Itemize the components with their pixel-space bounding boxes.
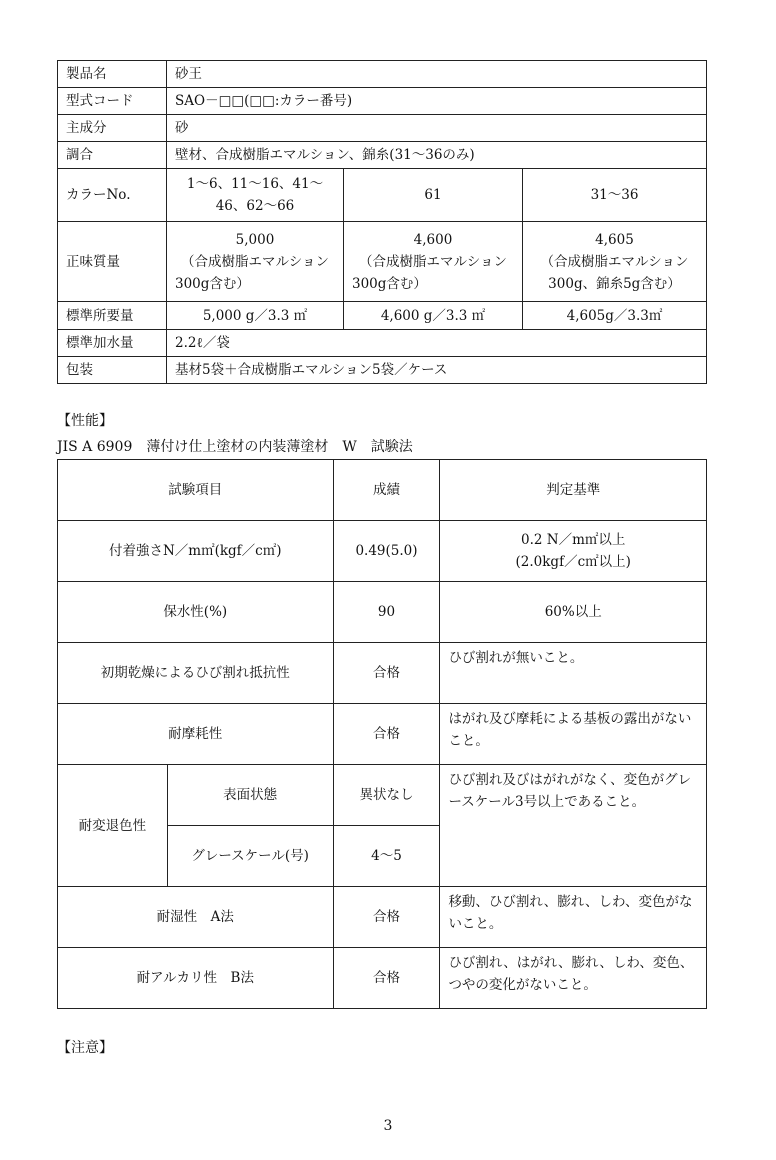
- net-weight-3-note2: 300g、錦糸5g含む）: [548, 275, 681, 292]
- product-name-label: 製品名: [58, 61, 167, 88]
- net-weight-2-value: 4,600: [413, 231, 453, 248]
- net-weight-1-value: 5,000: [235, 231, 275, 248]
- packaging: 基材5袋＋合成樹脂エマルション5袋／ケース: [167, 357, 707, 384]
- water: 2.2ℓ／袋: [167, 330, 707, 357]
- color-label: カラーNo.: [58, 169, 167, 222]
- net-weight-1-note: （合成樹脂エマルション: [181, 253, 329, 270]
- blend: 壁材、合成樹脂エマルション、錦糸(31～36のみ): [167, 142, 707, 169]
- coverage-3: 4,605g／3.3㎡: [523, 302, 707, 330]
- main-component: 砂: [167, 115, 707, 142]
- net-weight-3-value: 4,605: [595, 231, 634, 248]
- color-2: 61: [344, 169, 523, 222]
- coverage-1: 5,000 g／3.3 ㎡: [167, 302, 344, 330]
- model-code-label: 型式コード: [58, 88, 167, 115]
- adhesion-criteria: [440, 521, 707, 582]
- packaging-label: 包装: [58, 357, 167, 384]
- net-weight-label: 正味質量: [58, 222, 167, 302]
- blend-label: 調合: [58, 142, 167, 169]
- performance-heading: 【性能】: [57, 413, 113, 429]
- net-weight-3-note: （合成樹脂エマルション: [540, 253, 689, 270]
- humidity-criteria: 移動、ひび割れ、膨れ、しわ、変色がないこと。: [440, 887, 707, 948]
- adhesion-result: 0.49(5.0): [333, 521, 440, 582]
- abrasion-item: 耐摩耗性: [58, 704, 334, 765]
- abrasion-result: 合格: [333, 704, 440, 765]
- fade-sub2-result: 4～5: [333, 826, 440, 887]
- model-code: SAO－□□(□□:カラー番号): [167, 88, 707, 115]
- product-name: 砂王: [167, 61, 707, 88]
- notes-heading: 【注意】: [57, 1040, 113, 1056]
- alkali-result: 合格: [333, 948, 440, 1009]
- net-weight-2-note: （合成樹脂エマルション: [359, 253, 507, 270]
- header-item: 試験項目: [58, 460, 334, 521]
- page-number: 3: [383, 1118, 393, 1134]
- main-component-label: 主成分: [58, 115, 167, 142]
- crack-criteria: ひび割れが無いこと。: [440, 643, 707, 704]
- adhesion-criteria-1: 0.2 N／m㎡以上: [521, 532, 626, 548]
- water-retention-result: 90: [333, 582, 440, 643]
- adhesion-criteria-2: (2.0kgf／c㎡以上): [515, 554, 631, 570]
- crack-item: 初期乾燥によるひび割れ抵抗性: [58, 643, 334, 704]
- color-3: 31～36: [523, 169, 707, 222]
- adhesion-item: 付着強さN／m㎡(kgf／c㎡): [58, 521, 334, 582]
- abrasion-criteria: はがれ及び摩耗による基板の露出がないこと。: [440, 704, 707, 765]
- humidity-result: 合格: [333, 887, 440, 948]
- fade-sub1-result: 異状なし: [333, 765, 440, 826]
- water-retention-item: 保水性(%): [58, 582, 334, 643]
- crack-result: 合格: [333, 643, 440, 704]
- water-retention-criteria: 60%以上: [440, 582, 707, 643]
- alkali-criteria: ひび割れ、はがれ、膨れ、しわ、変色、つやの変化がないこと。: [440, 948, 707, 1009]
- fade-sub2: グレースケール(号): [167, 826, 333, 887]
- performance-table: [57, 459, 707, 1009]
- performance-standard: JIS A 6909 薄付け仕上塗材の内装薄塗材 W 試験法: [57, 439, 413, 455]
- fade-criteria: ひび割れ及びはがれがなく、変色がグレースケール3号以上であること。: [440, 765, 707, 887]
- net-weight-2-note2: 300g含む）: [352, 275, 427, 292]
- alkali-item: 耐アルカリ性 B法: [58, 948, 334, 1009]
- header-result: 成績: [333, 460, 440, 521]
- humidity-item: 耐湿性 A法: [58, 887, 334, 948]
- net-weight-1: [167, 222, 344, 302]
- spec-table: [57, 60, 707, 384]
- water-label: 標準加水量: [58, 330, 167, 357]
- color-1: 1～6、11～16、41～46、62～66: [167, 169, 344, 222]
- header-criteria: 判定基準: [440, 460, 707, 521]
- net-weight-2: [344, 222, 523, 302]
- net-weight-1-note2: 300g含む）: [175, 275, 250, 292]
- coverage-label: 標準所要量: [58, 302, 167, 330]
- net-weight-3: [523, 222, 707, 302]
- fade-item: 耐変退色性: [58, 765, 168, 887]
- coverage-2: 4,600 g／3.3 ㎡: [344, 302, 523, 330]
- fade-sub1: 表面状態: [167, 765, 333, 826]
